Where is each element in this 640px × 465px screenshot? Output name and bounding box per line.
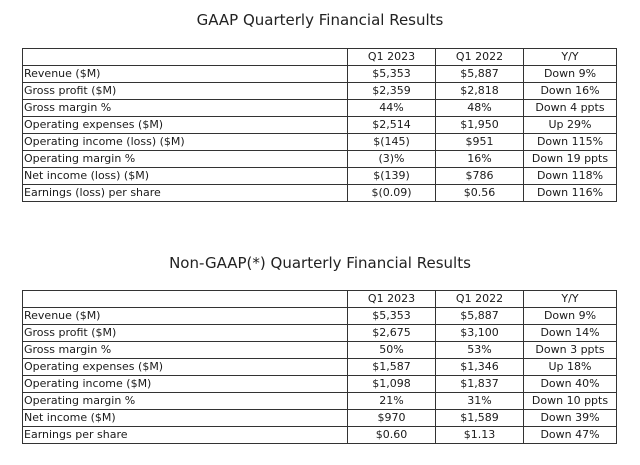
table-row bbox=[23, 376, 617, 393]
cell-metric: Net income (loss) ($M) bbox=[23, 168, 348, 185]
cell-q1-2022: $5,887 bbox=[436, 308, 524, 325]
table-row bbox=[23, 168, 617, 185]
cell-q1-2023: $(145) bbox=[348, 134, 436, 151]
table-row bbox=[23, 185, 617, 202]
header-yy: Y/Y bbox=[524, 291, 617, 308]
cell-q1-2023: $2,514 bbox=[348, 117, 436, 134]
cell-metric: Revenue ($M) bbox=[23, 66, 348, 83]
cell-q1-2022: $1,837 bbox=[436, 376, 524, 393]
gaap-section-title: GAAP Quarterly Financial Results bbox=[196, 11, 444, 29]
cell-q1-2023: $5,353 bbox=[348, 308, 436, 325]
cell-metric: Operating expenses ($M) bbox=[23, 117, 348, 134]
cell-metric: Gross margin % bbox=[23, 100, 348, 117]
cell-q1-2022: $1,346 bbox=[436, 359, 524, 376]
cell-metric: Earnings (loss) per share bbox=[23, 185, 348, 202]
cell-yy: Down 4 ppts bbox=[524, 100, 617, 117]
gaap-results-table bbox=[22, 48, 617, 202]
cell-q1-2023: $970 bbox=[348, 410, 436, 427]
cell-q1-2023: 44% bbox=[348, 100, 436, 117]
table-header-row bbox=[23, 291, 617, 308]
cell-q1-2022: $3,100 bbox=[436, 325, 524, 342]
cell-yy: Down 9% bbox=[524, 66, 617, 83]
cell-metric: Earnings per share bbox=[23, 427, 348, 444]
table-row bbox=[23, 325, 617, 342]
cell-metric: Gross profit ($M) bbox=[23, 83, 348, 100]
cell-q1-2023: 50% bbox=[348, 342, 436, 359]
header-q1-2022: Q1 2022 bbox=[436, 49, 524, 66]
cell-metric: Net income ($M) bbox=[23, 410, 348, 427]
cell-q1-2022: $1,950 bbox=[436, 117, 524, 134]
table-row bbox=[23, 83, 617, 100]
cell-q1-2023: $(139) bbox=[348, 168, 436, 185]
cell-q1-2023: $5,353 bbox=[348, 66, 436, 83]
cell-yy: Down 39% bbox=[524, 410, 617, 427]
cell-q1-2023: (3)% bbox=[348, 151, 436, 168]
cell-yy: Down 115% bbox=[524, 134, 617, 151]
cell-metric: Operating margin % bbox=[23, 393, 348, 410]
table-row bbox=[23, 308, 617, 325]
cell-yy: Down 3 ppts bbox=[524, 342, 617, 359]
cell-yy: Up 29% bbox=[524, 117, 617, 134]
table-header-row bbox=[23, 49, 617, 66]
table-row bbox=[23, 151, 617, 168]
table-row bbox=[23, 359, 617, 376]
cell-yy: Down 47% bbox=[524, 427, 617, 444]
cell-q1-2022: 31% bbox=[436, 393, 524, 410]
table-row bbox=[23, 117, 617, 134]
cell-q1-2022: $0.56 bbox=[436, 185, 524, 202]
cell-q1-2023: $2,675 bbox=[348, 325, 436, 342]
header-metric bbox=[23, 49, 348, 66]
cell-q1-2023: $1,098 bbox=[348, 376, 436, 393]
table-row bbox=[23, 427, 617, 444]
header-q1-2022: Q1 2022 bbox=[436, 291, 524, 308]
nongaap-results-table bbox=[22, 290, 617, 444]
nongaap-section-title: Non-GAAP(*) Quarterly Financial Results bbox=[169, 254, 471, 272]
table-row bbox=[23, 66, 617, 83]
cell-q1-2023: $(0.09) bbox=[348, 185, 436, 202]
cell-metric: Operating income ($M) bbox=[23, 376, 348, 393]
cell-yy: Down 10 ppts bbox=[524, 393, 617, 410]
header-yy: Y/Y bbox=[524, 49, 617, 66]
table-row bbox=[23, 134, 617, 151]
cell-q1-2023: $0.60 bbox=[348, 427, 436, 444]
cell-metric: Gross profit ($M) bbox=[23, 325, 348, 342]
header-q1-2023: Q1 2023 bbox=[348, 291, 436, 308]
table-row bbox=[23, 393, 617, 410]
cell-metric: Operating income (loss) ($M) bbox=[23, 134, 348, 151]
cell-yy: Down 9% bbox=[524, 308, 617, 325]
cell-metric: Operating expenses ($M) bbox=[23, 359, 348, 376]
cell-yy: Down 118% bbox=[524, 168, 617, 185]
cell-q1-2022: $1.13 bbox=[436, 427, 524, 444]
table-row bbox=[23, 410, 617, 427]
cell-yy: Down 19 ppts bbox=[524, 151, 617, 168]
header-metric bbox=[23, 291, 348, 308]
header-q1-2023: Q1 2023 bbox=[348, 49, 436, 66]
cell-yy: Down 116% bbox=[524, 185, 617, 202]
cell-q1-2023: $2,359 bbox=[348, 83, 436, 100]
cell-q1-2022: 16% bbox=[436, 151, 524, 168]
cell-yy: Up 18% bbox=[524, 359, 617, 376]
cell-yy: Down 16% bbox=[524, 83, 617, 100]
cell-metric: Revenue ($M) bbox=[23, 308, 348, 325]
table-row bbox=[23, 100, 617, 117]
cell-q1-2022: $951 bbox=[436, 134, 524, 151]
cell-q1-2022: 53% bbox=[436, 342, 524, 359]
cell-yy: Down 14% bbox=[524, 325, 617, 342]
cell-q1-2022: $1,589 bbox=[436, 410, 524, 427]
table-row bbox=[23, 342, 617, 359]
cell-q1-2022: $5,887 bbox=[436, 66, 524, 83]
cell-yy: Down 40% bbox=[524, 376, 617, 393]
cell-metric: Gross margin % bbox=[23, 342, 348, 359]
cell-q1-2022: $2,818 bbox=[436, 83, 524, 100]
cell-q1-2023: $1,587 bbox=[348, 359, 436, 376]
cell-metric: Operating margin % bbox=[23, 151, 348, 168]
cell-q1-2022: 48% bbox=[436, 100, 524, 117]
cell-q1-2023: 21% bbox=[348, 393, 436, 410]
cell-q1-2022: $786 bbox=[436, 168, 524, 185]
